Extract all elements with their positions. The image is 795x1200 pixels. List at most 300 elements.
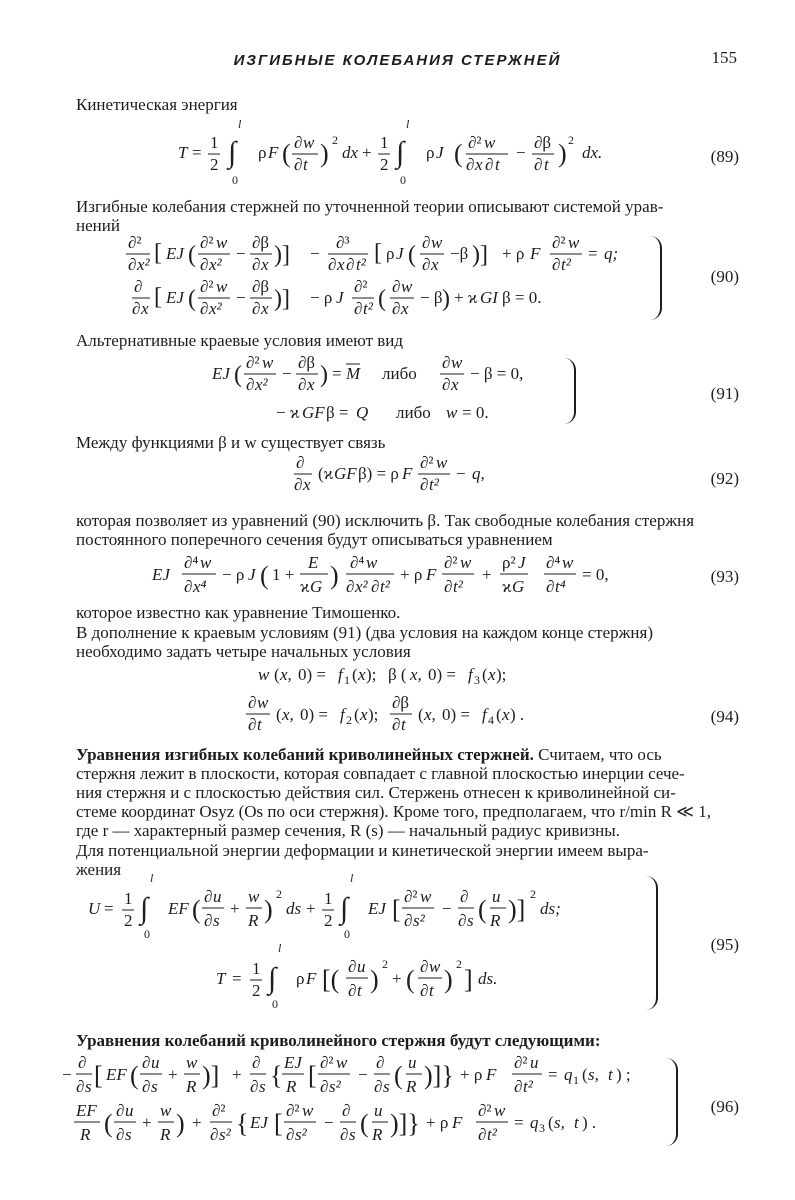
energy-line2: жения [76, 860, 122, 879]
svg-text:(: ( [406, 965, 415, 994]
svg-text:)]}: )]} [424, 1061, 454, 1090]
svg-text:−β: −β [450, 244, 469, 263]
svg-text:∂: ∂ [246, 375, 255, 394]
svg-text:F: F [426, 565, 437, 584]
svg-text:∂: ∂ [442, 375, 451, 394]
svg-text:(: ( [352, 665, 358, 684]
svg-text:w: w [216, 277, 228, 296]
svg-text:t: t [608, 1065, 613, 1084]
svg-text:∂: ∂ [134, 277, 143, 296]
svg-text:EJ: EJ [166, 288, 184, 307]
svg-text:);: ); [366, 665, 377, 684]
svg-text:−: − [516, 143, 526, 162]
svg-text:∂: ∂ [404, 911, 413, 930]
svg-text:x: x [488, 665, 496, 684]
svg-text:q;: q; [604, 244, 619, 263]
svg-text:∂²: ∂² [320, 1053, 334, 1072]
svg-text:(: ( [192, 895, 201, 924]
svg-text:w: w [366, 553, 378, 572]
equation-number-91: (91) [710, 384, 739, 403]
equation-number-89: (89) [710, 147, 739, 166]
svg-text:(: ( [582, 1065, 588, 1084]
svg-text:1: 1 [252, 959, 261, 978]
svg-text:t²: t² [453, 577, 463, 596]
formula-89 [170, 118, 640, 188]
svg-text:(: ( [282, 139, 291, 168]
svg-text:∂: ∂ [78, 1053, 87, 1072]
svg-text:(: ( [394, 1061, 403, 1090]
svg-text:∂: ∂ [252, 299, 261, 318]
curved-rods-line1 [76, 744, 662, 765]
svg-text:− ρ: − ρ [310, 288, 333, 307]
svg-text:2: 2 [456, 957, 462, 971]
svg-text:∂: ∂ [142, 1053, 151, 1072]
svg-text:x: x [358, 665, 366, 684]
svg-text:∂β: ∂β [534, 133, 552, 152]
equation-number-92: (92) [710, 469, 739, 488]
svg-text:w: w [446, 403, 458, 422]
curved-rods-heading: Уравнения изгибных колебаний криволинейных стержней. [76, 745, 534, 764]
equation-number-96: (96) [710, 1097, 739, 1116]
svg-text:s: s [259, 1077, 266, 1096]
svg-text:∂: ∂ [458, 911, 467, 930]
svg-text:∂: ∂ [442, 353, 451, 372]
svg-text:F: F [452, 1113, 463, 1132]
svg-text:∂: ∂ [248, 715, 257, 734]
svg-text:F: F [402, 464, 413, 483]
brace-95 [646, 876, 658, 1010]
svg-text:w: w [303, 133, 315, 152]
svg-text:x²: x² [255, 375, 268, 394]
svg-text:u: u [408, 1053, 417, 1072]
svg-text:+: + [306, 899, 316, 918]
svg-text:x: x [431, 255, 439, 274]
svg-text:x: x [337, 255, 345, 274]
svg-text:[: [ [274, 1109, 283, 1138]
svg-text:+: + [142, 1113, 152, 1132]
svg-text:− ρ: − ρ [222, 565, 245, 584]
svg-text:=: = [548, 1065, 558, 1084]
svg-text:∂: ∂ [420, 957, 429, 976]
kinetic-energy-label: Кинетическая энергия [76, 95, 238, 114]
svg-text:∂: ∂ [354, 299, 363, 318]
svg-text:l: l [350, 871, 354, 885]
svg-text:x: x [401, 299, 409, 318]
svg-text:2: 2 [124, 911, 133, 930]
running-title: ИЗГИБНЫЕ КОЛЕБАНИЯ СТЕРЖНЕЙ [233, 52, 562, 69]
svg-text:w: w [248, 887, 260, 906]
svg-text:− β = 0,: − β = 0, [470, 364, 524, 383]
svg-text:x²: x² [209, 255, 222, 274]
svg-text:t: t [429, 981, 434, 1000]
svg-text:β) = ρ: β) = ρ [358, 464, 399, 483]
alternative-conditions-label: Альтернативные краевые условия имеют вид [76, 331, 404, 350]
svg-text:−: − [236, 244, 246, 263]
svg-text:0) =: 0) = [428, 665, 456, 684]
svg-text:F: F [486, 1065, 497, 1084]
svg-text:x,: x, [280, 665, 292, 684]
svg-text:): ) [176, 1109, 185, 1138]
svg-text:∂β: ∂β [252, 233, 270, 252]
svg-text:t²: t² [429, 475, 439, 494]
svg-text:)]: )] [274, 242, 290, 268]
svg-text:∫: ∫ [268, 962, 277, 995]
svg-text:s: s [213, 911, 220, 930]
svg-text:J: J [436, 143, 444, 162]
svg-text:s²: s² [219, 1125, 231, 1144]
curved-rods-line1-rest: Считаем, что ось [538, 745, 662, 764]
svg-text:[: [ [308, 1061, 317, 1090]
svg-text:w: w [562, 553, 574, 572]
svg-text:w: w [186, 1053, 198, 1072]
brace-91 [564, 358, 576, 424]
svg-text:T: T [216, 969, 226, 988]
svg-text:∫: ∫ [140, 892, 149, 925]
svg-text:∂²: ∂² [246, 353, 260, 372]
svg-text:w: w [401, 277, 413, 296]
svg-text:∂⁴: ∂⁴ [350, 553, 365, 572]
svg-text:t: t [357, 981, 362, 1000]
svg-text:R: R [80, 1125, 91, 1144]
relation-label: Между функциями β и w существует связь [76, 433, 386, 452]
svg-text:x: x [261, 299, 269, 318]
svg-text:t²: t² [363, 299, 373, 318]
svg-text:ρ: ρ [258, 143, 267, 162]
svg-text:∂: ∂ [340, 1125, 349, 1144]
svg-text:∂: ∂ [116, 1101, 125, 1120]
svg-text:)]}: )]} [390, 1109, 420, 1138]
svg-text:w: w [568, 233, 580, 252]
svg-text:1: 1 [344, 673, 350, 687]
equation-number-93: (93) [710, 567, 739, 586]
svg-text:ds;: ds; [540, 899, 561, 918]
svg-text:(: ( [408, 242, 416, 268]
eliminate-line2: постоянного поперечного сечения будут описываться уравнением [76, 530, 553, 549]
curved-rods-line3: ния стержня и с плоскостью действия сил. Стержень отнесен к криволинейной си- [76, 783, 676, 802]
page-number: 155 [711, 48, 737, 67]
formula-95 [86, 872, 616, 1012]
svg-text:=: = [104, 899, 114, 918]
svg-text:w: w [216, 233, 228, 252]
svg-text:∂β: ∂β [392, 693, 410, 712]
svg-text:x: x [303, 475, 311, 494]
svg-text:2: 2 [568, 133, 574, 147]
svg-text:J: J [336, 288, 344, 307]
svg-text:J: J [248, 565, 256, 584]
svg-text:E: E [308, 553, 319, 572]
svg-text:(: ( [188, 286, 196, 312]
svg-text:q: q [564, 1065, 573, 1084]
svg-text:∂: ∂ [252, 1053, 261, 1072]
svg-text:x²: x² [209, 299, 222, 318]
svg-text:либо: либо [396, 403, 431, 422]
svg-text:) .: ) . [582, 1113, 597, 1132]
svg-text:=: = [332, 364, 342, 383]
svg-text:s²: s² [413, 911, 425, 930]
svg-text:t: t [544, 155, 549, 174]
svg-text:∂β: ∂β [298, 353, 316, 372]
svg-text:∂²: ∂² [200, 277, 214, 296]
svg-text:) ;: ) ; [616, 1065, 631, 1084]
svg-text:w: w [160, 1101, 172, 1120]
svg-text:w: w [484, 133, 496, 152]
svg-text:∂: ∂ [248, 693, 257, 712]
svg-text:u: u [125, 1101, 134, 1120]
svg-text:GF: GF [334, 464, 357, 483]
svg-text:∂: ∂ [204, 887, 213, 906]
svg-text:+: + [392, 969, 402, 988]
svg-text:β (: β ( [388, 665, 407, 684]
svg-text:u: u [374, 1101, 383, 1120]
svg-text:t: t [303, 155, 308, 174]
svg-text:)]: )] [274, 286, 290, 312]
svg-text:= 0,: = 0, [582, 565, 609, 584]
svg-text:∂: ∂ [132, 299, 141, 318]
svg-text:∂: ∂ [392, 715, 401, 734]
svg-text:∂²: ∂² [552, 233, 566, 252]
svg-text:∂: ∂ [142, 1077, 151, 1096]
svg-text:GF: GF [302, 403, 325, 422]
svg-text:∂: ∂ [296, 453, 305, 472]
svg-text:2: 2 [324, 911, 333, 930]
svg-text:3: 3 [474, 673, 480, 687]
svg-text:ds.: ds. [478, 969, 498, 988]
svg-text:t²: t² [523, 1077, 533, 1096]
svg-text:J: J [518, 553, 526, 572]
svg-text:2: 2 [276, 887, 282, 901]
svg-text:0: 0 [400, 173, 406, 187]
svg-text:F: F [268, 143, 279, 162]
svg-text:∂: ∂ [420, 981, 429, 1000]
svg-text:2: 2 [382, 957, 388, 971]
svg-text:w: w [257, 693, 269, 712]
svg-text:G: G [310, 577, 323, 596]
svg-text:w: w [200, 553, 212, 572]
svg-text:−: − [310, 244, 320, 263]
svg-text:+ ρ: + ρ [460, 1065, 483, 1084]
svg-text:(: ( [276, 705, 282, 724]
svg-text:0) =: 0) = [298, 665, 326, 684]
svg-text:∫: ∫ [228, 136, 237, 169]
svg-text:t²: t² [380, 577, 390, 596]
svg-text:w: w [258, 665, 270, 684]
svg-text:F: F [530, 244, 541, 263]
svg-text:+: + [230, 899, 240, 918]
svg-text:q,: q, [472, 464, 485, 483]
svg-text:x⁴: x⁴ [193, 577, 207, 596]
svg-text:u: u [151, 1053, 160, 1072]
svg-text:2: 2 [346, 713, 352, 727]
svg-text:∂: ∂ [328, 255, 337, 274]
svg-text:t: t [401, 715, 406, 734]
svg-text:∂: ∂ [298, 375, 307, 394]
svg-text:(: ( [360, 1109, 369, 1138]
svg-text:w: w [451, 353, 463, 372]
svg-text:f: f [340, 705, 345, 724]
svg-text:x: x [451, 375, 459, 394]
svg-text:u: u [530, 1053, 539, 1072]
svg-text:q: q [530, 1113, 539, 1132]
svg-text:)]: )] [508, 895, 526, 924]
svg-text:ϰ: ϰ [502, 577, 512, 596]
eliminate-line1: которая позволяет из уравнений (90) исключить β. Так свободные колебания стержня [76, 511, 695, 530]
svg-text:s²: s² [295, 1125, 307, 1144]
svg-text:4: 4 [488, 713, 494, 727]
svg-text:∂: ∂ [485, 155, 494, 174]
svg-text:∂²: ∂² [212, 1101, 226, 1120]
svg-text:(: ( [130, 1061, 139, 1090]
svg-text:l: l [238, 117, 242, 131]
svg-text:F: F [306, 969, 317, 988]
svg-text:+: + [168, 1065, 178, 1084]
svg-text:)]: )] [472, 242, 488, 268]
svg-text:x: x [360, 705, 368, 724]
svg-text:∂²: ∂² [420, 453, 434, 472]
brace-96 [666, 1058, 678, 1146]
svg-text:R: R [372, 1125, 383, 1144]
refined-theory-line2: нений [76, 216, 120, 235]
svg-text:[: [ [392, 895, 401, 924]
svg-text:(: ( [234, 362, 242, 388]
svg-text:R: R [248, 911, 259, 930]
svg-text:[(: [( [322, 965, 340, 994]
svg-text:x: x [475, 155, 483, 174]
svg-text:∂: ∂ [422, 233, 431, 252]
svg-text:∂²: ∂² [354, 277, 368, 296]
svg-text:∂: ∂ [346, 255, 355, 274]
svg-text:(: ( [378, 286, 386, 312]
svg-text:t: t [257, 715, 262, 734]
formula-96 [62, 1052, 682, 1152]
svg-text:]: ] [464, 965, 473, 994]
svg-text:s,: s, [554, 1113, 565, 1132]
formula-90 [124, 232, 664, 324]
svg-text:−: − [456, 464, 466, 483]
svg-text:l: l [406, 117, 410, 131]
svg-text:s: s [349, 1125, 356, 1144]
svg-text:s: s [125, 1125, 132, 1144]
svg-text:∂²: ∂² [404, 887, 418, 906]
svg-text:(ϰ: (ϰ [318, 464, 334, 483]
timoshenko-line: которое известно как уравнение Тимошенко. [76, 603, 401, 622]
svg-text:∂³: ∂³ [336, 233, 350, 252]
svg-text:(: ( [188, 242, 196, 268]
svg-text:=: = [192, 143, 202, 162]
svg-text:∂: ∂ [252, 255, 261, 274]
svg-text:∂: ∂ [466, 155, 475, 174]
svg-text:J: J [396, 244, 404, 263]
svg-text:): ) [370, 965, 379, 994]
svg-text:∂: ∂ [200, 299, 209, 318]
svg-text:EF: EF [76, 1101, 97, 1120]
svg-text:EJ: EJ [152, 565, 170, 584]
svg-text:2: 2 [380, 155, 389, 174]
svg-text:=: = [232, 969, 242, 988]
svg-text:x: x [141, 299, 149, 318]
svg-text:∂²: ∂² [128, 233, 142, 252]
svg-text:w: w [460, 553, 472, 572]
svg-text:t: t [574, 1113, 579, 1132]
svg-text:) .: ) . [510, 705, 525, 724]
svg-text:EF: EF [168, 899, 189, 918]
svg-text:): ) [442, 286, 450, 312]
svg-text:EJ: EJ [250, 1113, 268, 1132]
curved-rods-line2: стержня лежит в плоскости, которая совпадает с главной плоскостью инерции сече- [76, 764, 685, 783]
svg-text:x,: x, [410, 665, 422, 684]
svg-text:∂: ∂ [420, 475, 429, 494]
svg-text:f: f [468, 665, 473, 684]
svg-text:+ ρ: + ρ [426, 1113, 449, 1132]
svg-text:t²: t² [356, 255, 366, 274]
svg-text:− ϰ: − ϰ [276, 403, 300, 422]
svg-text:∂: ∂ [342, 1101, 351, 1120]
svg-text:f: f [482, 705, 487, 724]
svg-text:EJ: EJ [284, 1053, 302, 1072]
svg-text:): ) [330, 561, 339, 590]
svg-text:)]: )] [202, 1061, 220, 1090]
svg-text:(: ( [260, 561, 269, 590]
svg-text:w: w [494, 1101, 506, 1120]
svg-text:x,: x, [282, 705, 294, 724]
svg-text:2: 2 [252, 981, 261, 1000]
initial-conditions-line2: необходимо задать четыре начальных условия [76, 642, 411, 661]
svg-text:{: { [236, 1109, 249, 1138]
svg-text:t: t [495, 155, 500, 174]
svg-text:T: T [178, 143, 188, 162]
svg-text:=: = [588, 244, 598, 263]
svg-text:− β: − β [420, 288, 443, 307]
svg-text:(: ( [418, 705, 424, 724]
svg-text:∂: ∂ [348, 957, 357, 976]
svg-text:∂: ∂ [250, 1077, 259, 1096]
svg-text:): ) [558, 139, 567, 168]
svg-text:∂: ∂ [422, 255, 431, 274]
svg-text:−: − [442, 899, 452, 918]
svg-text:+ ρ: + ρ [502, 244, 525, 263]
svg-text:(: ( [454, 139, 463, 168]
svg-text:∂⁴: ∂⁴ [546, 553, 561, 572]
svg-text:∂: ∂ [392, 299, 401, 318]
svg-text:∂: ∂ [294, 475, 303, 494]
svg-text:s: s [383, 1077, 390, 1096]
svg-text:[: [ [374, 240, 382, 266]
svg-text:EJ: EJ [368, 899, 386, 918]
svg-text:∂: ∂ [374, 1077, 383, 1096]
svg-text:0) =: 0) = [300, 705, 328, 724]
svg-text:dx: dx [342, 143, 359, 162]
svg-text:ρ: ρ [296, 969, 305, 988]
svg-text:2: 2 [530, 887, 536, 901]
brace-90 [650, 236, 662, 320]
svg-text:x: x [307, 375, 315, 394]
svg-text:EJ: EJ [212, 364, 230, 383]
svg-text:[: [ [154, 284, 162, 310]
formula-93 [150, 550, 640, 600]
svg-text:∂: ∂ [444, 577, 453, 596]
svg-text:0) =: 0) = [442, 705, 470, 724]
svg-text:∂²: ∂² [514, 1053, 528, 1072]
svg-text:(: ( [496, 705, 502, 724]
svg-text:ds: ds [286, 899, 302, 918]
svg-text:s: s [151, 1077, 158, 1096]
svg-text:∂: ∂ [460, 887, 469, 906]
curved-rods-line5: где r — характерный размер сечения, R (s) — начальный радиус кривизны. [76, 821, 620, 840]
svg-text:x,: x, [424, 705, 436, 724]
svg-text:∂²: ∂² [444, 553, 458, 572]
svg-text:∂: ∂ [552, 255, 561, 274]
svg-text:∫: ∫ [340, 892, 349, 925]
svg-text:w: w [429, 957, 441, 976]
